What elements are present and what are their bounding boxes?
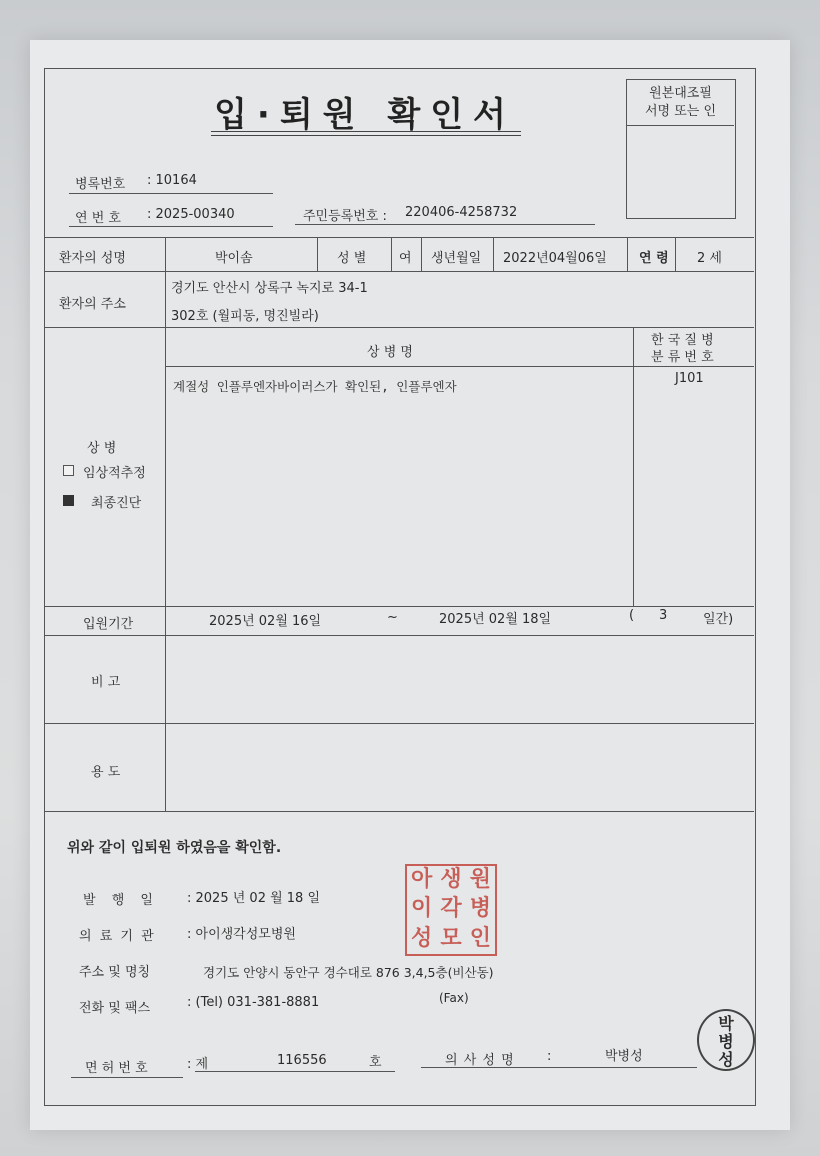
seal-char: 성: [411, 925, 433, 951]
diagnosis-code-value: J101: [675, 371, 704, 386]
resident-no-underline: [295, 224, 595, 225]
admission-start: 2025년 02월 16일: [209, 614, 322, 629]
certificate-form: [44, 68, 756, 1106]
seal-char: 인: [469, 925, 491, 951]
fax-label: (Fax): [439, 991, 469, 1005]
signature-box: [626, 79, 736, 219]
row-line-2: [45, 327, 754, 328]
code-column-line: [633, 327, 634, 606]
seal-char: 병: [469, 896, 491, 922]
institution-value: : 아이생각성모병원: [187, 927, 296, 942]
name-label: 환자의 성명: [59, 251, 126, 266]
col-line-sex: [391, 237, 392, 271]
resident-no-value: 220406-4258732: [405, 205, 518, 220]
seal-char: 각: [440, 896, 462, 922]
serial-no-underline: [69, 226, 273, 227]
age-value: 2 세: [697, 251, 722, 266]
code-header-line2: 분 류 번 호: [651, 350, 714, 365]
col-line-birthval: [627, 237, 628, 271]
admission-days-close: 일간): [703, 612, 734, 627]
record-no-label: 병록번호: [75, 177, 126, 192]
row-line-3: [45, 606, 754, 607]
name-value: 박이솜: [215, 251, 253, 266]
table-top-line: [45, 237, 754, 238]
label-column-line: [165, 237, 166, 811]
admission-days-open: (: [629, 608, 635, 623]
final-diagnosis-checkbox[interactable]: [63, 495, 74, 506]
remarks-label: 비 고: [91, 675, 121, 690]
final-diagnosis-label: 최종진단: [91, 496, 142, 511]
diagnosis-section-label: 상 병: [87, 441, 117, 456]
serial-no-label: 연 번 호: [75, 211, 121, 226]
code-header-line1: 한 국 질 병: [651, 333, 714, 348]
license-suffix: 호: [369, 1055, 382, 1070]
license-value: 116556: [277, 1053, 327, 1068]
clinical-estimate-label: 임상적추정: [83, 466, 146, 481]
admission-tilde: ~: [387, 610, 398, 625]
sex-value: 여: [399, 251, 412, 266]
col-line-birth: [493, 237, 494, 271]
diagnosis-name-value: 계절성 인플루엔자바이러스가 확인된, 인플루엔자: [173, 379, 457, 394]
hospital-seal: [405, 864, 497, 956]
address-name-label: 주소 및 명칭: [79, 965, 151, 980]
record-no-value: : 10164: [147, 173, 197, 188]
seal-char: 아: [411, 867, 433, 892]
birth-label: 생년월일: [431, 251, 482, 266]
phone-fax-label: 전화 및 팩스: [79, 1001, 151, 1016]
record-no-underline: [69, 193, 273, 194]
title-underline: [211, 131, 521, 132]
signature-box-line1: 원본대조필: [649, 86, 712, 101]
doctor-colon: :: [547, 1049, 552, 1064]
diagnosis-name-header: 상 병 명: [367, 345, 413, 360]
signature-box-line2: 서명 또는 인: [644, 104, 717, 119]
institution-label: 의 료 기 관: [79, 929, 156, 944]
address-line2: 302호 (월피동, 명진빌라): [171, 309, 319, 324]
admission-label: 입원기간: [83, 617, 134, 632]
col-line-name: [317, 237, 318, 271]
seal-char: 원: [469, 867, 491, 892]
purpose-label: 용 도: [91, 765, 121, 780]
diag-header-line: [165, 366, 754, 367]
signature-box-header: [627, 80, 734, 126]
address-label: 환자의 주소: [59, 297, 126, 312]
license-underline: [195, 1071, 395, 1072]
issue-date-label: 발 행 일: [83, 893, 159, 908]
doctor-underline: [421, 1067, 697, 1068]
doctor-seal: [697, 1009, 755, 1071]
row-line-1: [45, 271, 754, 272]
row-line-6: [45, 811, 754, 812]
doctor-label: 의 사 성 명: [445, 1053, 515, 1068]
license-label-underline: [71, 1077, 183, 1078]
address-line1: 경기도 안산시 상록구 녹지로 34-1: [171, 281, 368, 296]
row-line-5: [45, 723, 754, 724]
row-line-4: [45, 635, 754, 636]
institution-address-value: 경기도 안양시 동안구 경수대로 876 3,4,5층(비산동): [203, 965, 494, 980]
admission-days: 3: [659, 608, 668, 623]
birth-value: 2022년04월06일: [503, 251, 607, 266]
seal-char: 모: [440, 925, 462, 951]
document-title: 입·퇴원 확인서: [214, 95, 516, 135]
sex-label: 성 별: [337, 251, 367, 266]
seal-char: 생: [440, 867, 462, 892]
admission-end: 2025년 02월 18일: [439, 612, 552, 627]
license-label: 면 허 번 호: [85, 1061, 148, 1076]
issue-date-value: : 2025 년 02 월 18 일: [187, 891, 321, 906]
title-underline-second: [211, 135, 521, 136]
doctor-value: 박병성: [605, 1049, 643, 1064]
confirmation-statement: 위와 같이 입퇴원 하였음을 확인함.: [67, 840, 282, 856]
license-prefix: : 제: [187, 1057, 209, 1072]
phone-value: : (Tel) 031-381-8881: [187, 995, 320, 1010]
clinical-estimate-checkbox[interactable]: [63, 465, 74, 476]
serial-no-value: : 2025-00340: [147, 207, 235, 222]
col-line-sexval: [421, 237, 422, 271]
col-line-age: [675, 237, 676, 271]
resident-no-label: 주민등록번호 :: [303, 209, 387, 224]
doctor-seal-text: 박병성: [718, 1014, 734, 1069]
age-label: 연 령: [639, 251, 669, 266]
seal-char: 이: [411, 896, 433, 922]
